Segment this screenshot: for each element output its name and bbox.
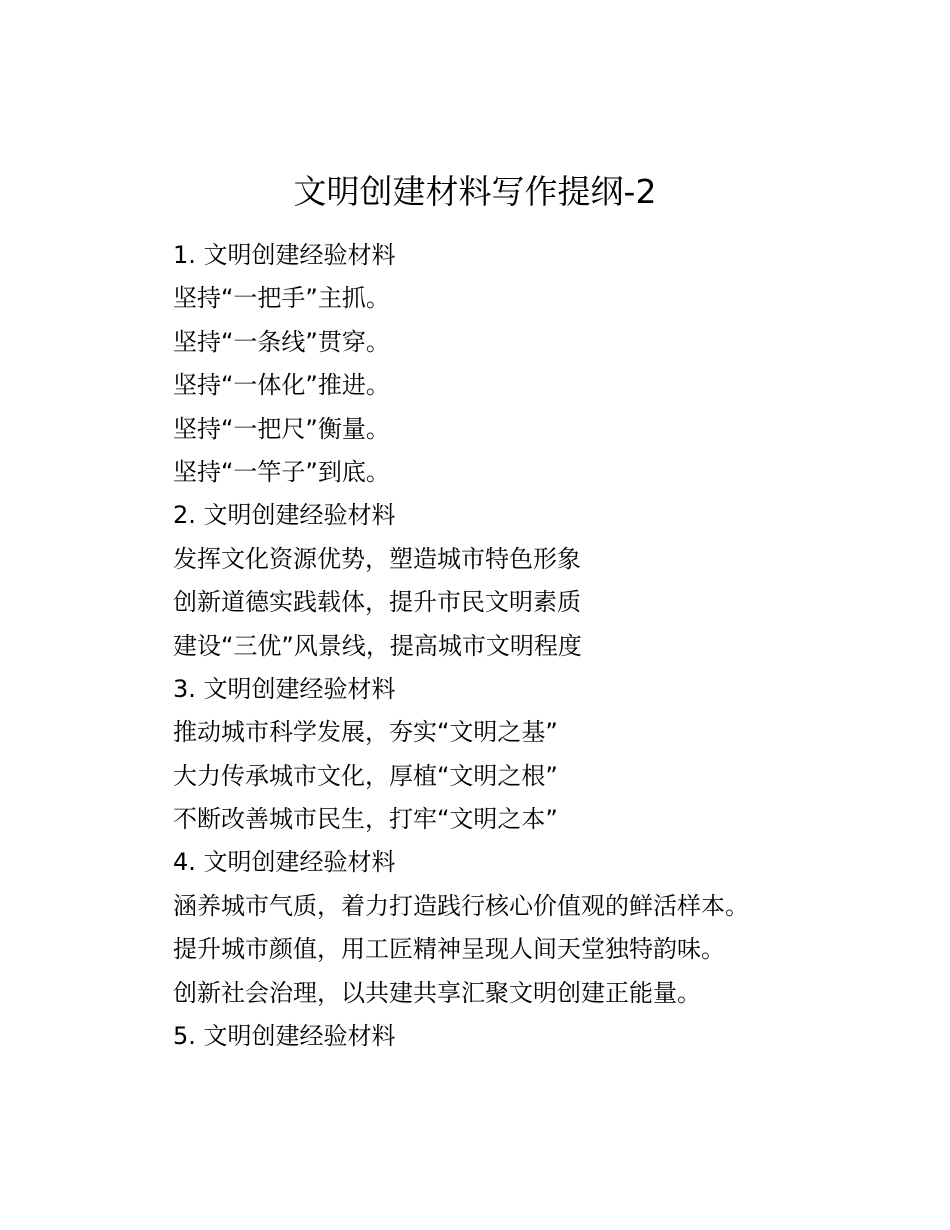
section-heading: 3. 文明创建经验材料 — [173, 674, 396, 703]
outline-item: 提升城市颜值，用工匠精神呈现人间天堂独特韵味。 — [173, 935, 725, 964]
section-heading: 1. 文明创建经验材料 — [173, 241, 396, 269]
outline-item: 坚持“一把手”主抓。 — [173, 284, 390, 313]
section-heading: 2. 文明创建经验材料 — [173, 501, 396, 530]
outline-item: 推动城市科学发展，夯实“文明之基” — [173, 718, 558, 747]
outline-item: 坚持“一竿子”到底。 — [173, 457, 390, 486]
outline-item: 涵养城市气质，着力打造践行核心价值观的鲜活样本。 — [173, 891, 749, 920]
outline-item: 创新道德实践载体，提升市民文明素质 — [173, 588, 581, 617]
outline-item: 创新社会治理，以共建共享汇聚文明创建正能量。 — [173, 978, 701, 1007]
outline-item: 不断改善城市民生，打牢“文明之本” — [173, 805, 558, 834]
outline-item: 坚持“一把尺”衡量。 — [173, 414, 390, 443]
outline-item: 建设“三优”风景线，提高城市文明程度 — [173, 631, 582, 660]
outline-item: 坚持“一体化”推进。 — [173, 371, 390, 400]
outline-item: 发挥文化资源优势，塑造城市特色形象 — [173, 544, 581, 573]
section-heading: 5. 文明创建经验材料 — [173, 1022, 396, 1051]
document-body — [173, 234, 893, 1058]
outline-item: 坚持“一条线”贯穿。 — [173, 327, 390, 356]
outline-item: 大力传承城市文化，厚植“文明之根” — [173, 761, 558, 790]
section-heading: 4. 文明创建经验材料 — [173, 848, 396, 877]
document-title: 文明创建材料写作提纲-2 — [293, 172, 657, 211]
